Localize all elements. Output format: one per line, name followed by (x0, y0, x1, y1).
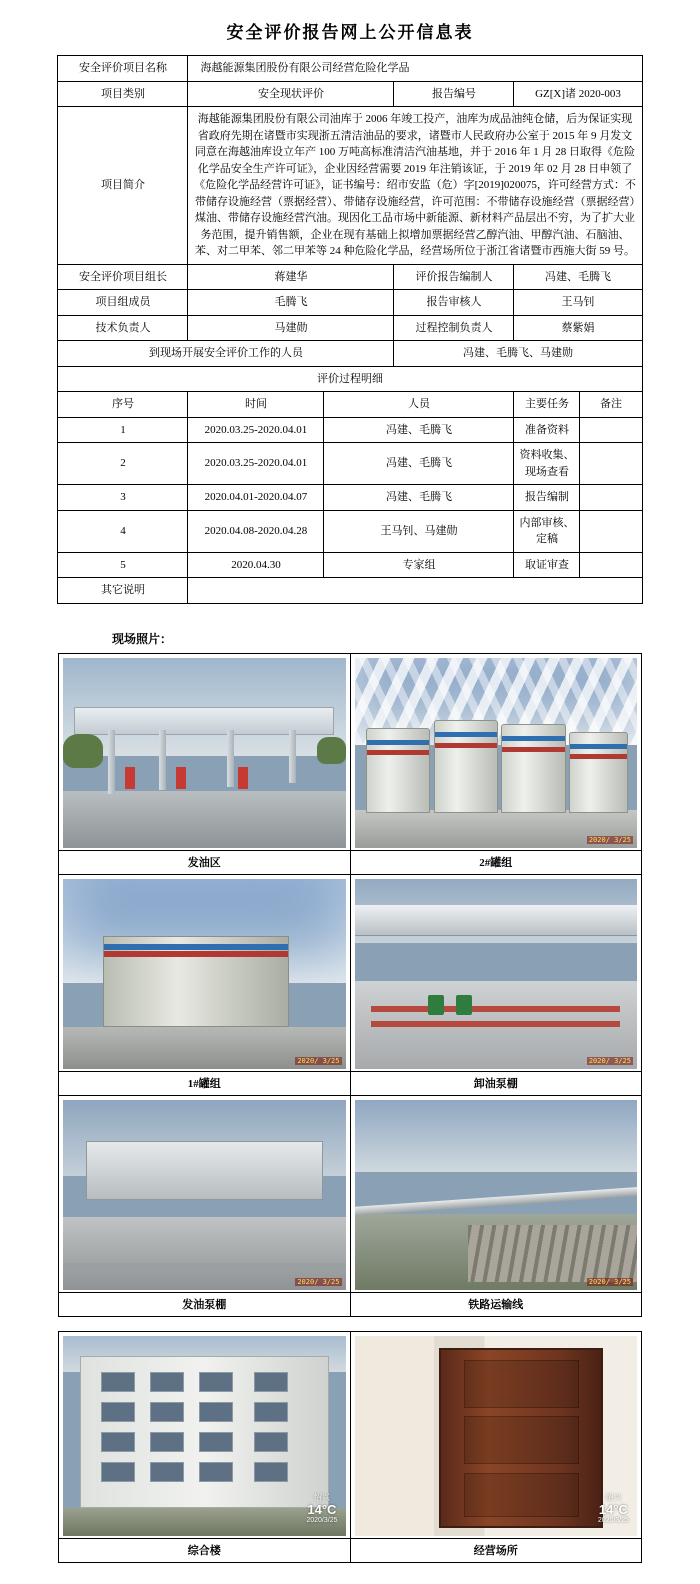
table-row (58, 578, 642, 604)
process-header-people: 人员 (324, 392, 514, 418)
photo-timestamp: 2020/ 3/25 (588, 1277, 631, 1286)
photo-image-tank-group-1 (63, 879, 346, 1069)
members-value: 毛腾飞 (188, 290, 394, 316)
table-row (58, 443, 642, 485)
process-remark (580, 417, 642, 443)
table-row (58, 56, 642, 82)
info-table (57, 55, 642, 604)
intro-value: 海越能源集团股份有限公司油库于 2006 年竣工投产，油库为成品油纯仓储，后为保证实现省政府先期在诸暨市实现浙五清洁油品的要求，诸暨市人民政府办公室于 2015 年 9 月发文同意在海越油库设立年产 100 万吨高标准清洁汽油基地，并于 2016 年 1 月 28 日取得《危险化学品安全生产许可证》，企业因经营需要 2019 年注销该证，于 2019 年 02 月 28 日申领了《危险化学品经营许可证》，证书编号：绍市安监（危）字[2019]020075，许可经营方式：不带储存设施经营（票据经营）、带储存设施经营，许可范围：不带储存设施经营（票据经营）煤油、带储存设施经营汽油。现因化工品市场中新能源、新材料产品层出不穷，为了扩大业务范围，提升销售额，企业在现有基础上拟增加票据经营乙醇汽油、甲醇汽油、石脑油、苯、对二甲苯、邻二甲苯等 24 种危险化学品，经营场所位于浙江省诸暨市西施大街 59 号。 (188, 107, 642, 265)
process-remark (580, 485, 642, 511)
process-people: 专家组 (324, 552, 514, 578)
process-header-task: 主要任务 (514, 392, 580, 418)
process-no: 1 (58, 417, 188, 443)
table-row (58, 290, 642, 316)
photo-cell (350, 653, 642, 850)
process-no: 5 (58, 552, 188, 578)
category-label: 项目类别 (58, 81, 188, 107)
photo-image-tank-group-2 (355, 658, 638, 848)
weather-date: 2020/3/25 (306, 1517, 338, 1525)
report-reviewer-label: 报告审核人 (394, 290, 514, 316)
process-remark (580, 443, 642, 485)
team-leader-value: 蒋建华 (188, 264, 394, 290)
photo-caption: 2#罐组 (350, 850, 642, 874)
weather-date: 2020/3/25 (597, 1517, 629, 1525)
page-title: 安全评价报告网上公开信息表 (226, 23, 474, 42)
process-people: 冯建、毛腾飞 (324, 485, 514, 511)
photo-cell (59, 653, 351, 850)
photos-section-label: 现场照片： (112, 631, 173, 646)
table-row (58, 81, 642, 107)
photo-cell (350, 1095, 642, 1292)
table-row (58, 107, 642, 265)
photo-caption: 发油区 (59, 850, 351, 874)
report-no-value: GZ[X]诸 2020-003 (514, 81, 642, 107)
photo-weather-stamp (306, 1493, 337, 1525)
project-name-value: 海越能源集团股份有限公司经营危险化学品 (188, 56, 642, 82)
process-people: 冯建、毛腾飞 (324, 417, 514, 443)
report-no-label: 报告编号 (394, 81, 514, 107)
photo-caption: 卸油泵棚 (350, 1071, 642, 1095)
photo-timestamp: 2020/ 3/25 (297, 1277, 340, 1286)
photo-caption: 经营场所 (350, 1538, 642, 1562)
table-row (58, 485, 642, 511)
table-row (58, 417, 642, 443)
photo-cell (59, 1095, 351, 1292)
process-people: 冯建、毛腾飞 (324, 443, 514, 485)
weather-temp: 14°C (307, 1501, 337, 1517)
members-label: 项目组成员 (58, 290, 188, 316)
photo-cell (350, 874, 642, 1071)
process-header-remark: 备注 (580, 392, 642, 418)
photo-image-office-building (63, 1336, 346, 1536)
photo-caption: 综合楼 (59, 1538, 351, 1562)
report-writer-label: 评价报告编制人 (394, 264, 514, 290)
process-header-row (58, 392, 642, 418)
process-no: 3 (58, 485, 188, 511)
process-lead-value: 蔡紫娟 (514, 315, 642, 341)
process-task: 准备资料 (514, 417, 580, 443)
photo-caption: 铁路运输线 (350, 1292, 642, 1316)
process-remark (580, 510, 642, 552)
photo-timestamp: 2020/ 3/25 (588, 835, 631, 844)
intro-label: 项目简介 (58, 107, 188, 265)
weather-city: 绍兴 (605, 1493, 622, 1503)
process-time: 2020.04.30 (188, 552, 324, 578)
photo-grid-1 (58, 653, 642, 1317)
photo-caption: 发油泵棚 (59, 1292, 351, 1316)
process-lead-label: 过程控制负责人 (394, 315, 514, 341)
process-time: 2020.04.08-2020.04.28 (188, 510, 324, 552)
photo-grid-2 (58, 1331, 642, 1563)
photo-cell (59, 1331, 351, 1538)
photo-cell (59, 874, 351, 1071)
photo-timestamp: 2020/ 3/25 (297, 1056, 340, 1065)
photo-image-railway-line (355, 1100, 638, 1290)
photo-cell (350, 1331, 642, 1538)
process-no: 4 (58, 510, 188, 552)
tech-lead-value: 马建勋 (188, 315, 394, 341)
project-name-label: 安全评价项目名称 (58, 56, 188, 82)
process-time: 2020.03.25-2020.04.01 (188, 417, 324, 443)
photo-weather-stamp (598, 1493, 629, 1525)
report-reviewer-value: 王马钊 (514, 290, 642, 316)
process-time: 2020.04.01-2020.04.07 (188, 485, 324, 511)
process-task: 取证审查 (514, 552, 580, 578)
table-row (58, 552, 642, 578)
process-header-no: 序号 (58, 392, 188, 418)
process-header-time: 时间 (188, 392, 324, 418)
tech-lead-label: 技术负责人 (58, 315, 188, 341)
other-note-label: 其它说明 (58, 578, 188, 604)
process-detail-label: 评价过程明细 (58, 366, 642, 392)
process-remark (580, 552, 642, 578)
onsite-value: 冯建、毛腾飞、马建勋 (394, 341, 642, 367)
weather-city: 绍兴 (313, 1493, 330, 1503)
photo-image-business-premises (355, 1336, 638, 1536)
table-row (58, 366, 642, 392)
weather-temp: 14°C (598, 1501, 628, 1517)
photo-image-unloading-pump-shed (355, 879, 638, 1069)
process-people: 王马钊、马建勋 (324, 510, 514, 552)
photo-caption: 1#罐组 (59, 1071, 351, 1095)
onsite-label: 到现场开展安全评价工作的人员 (58, 341, 394, 367)
photo-timestamp: 2020/ 3/25 (588, 1056, 631, 1065)
photo-image-dispatch-pump-shed (63, 1100, 346, 1290)
table-row (58, 264, 642, 290)
process-task: 报告编制 (514, 485, 580, 511)
table-row (58, 315, 642, 341)
table-row (58, 341, 642, 367)
process-task: 内部审核、定稿 (514, 510, 580, 552)
team-leader-label: 安全评价项目组长 (58, 264, 188, 290)
other-note-value (188, 578, 642, 604)
process-task: 资料收集、现场查看 (514, 443, 580, 485)
table-row (58, 510, 642, 552)
photo-image-fueling-area (63, 658, 346, 848)
report-writer-value: 冯建、毛腾飞 (514, 264, 642, 290)
process-time: 2020.03.25-2020.04.01 (188, 443, 324, 485)
category-value: 安全现状评价 (188, 81, 394, 107)
process-no: 2 (58, 443, 188, 485)
